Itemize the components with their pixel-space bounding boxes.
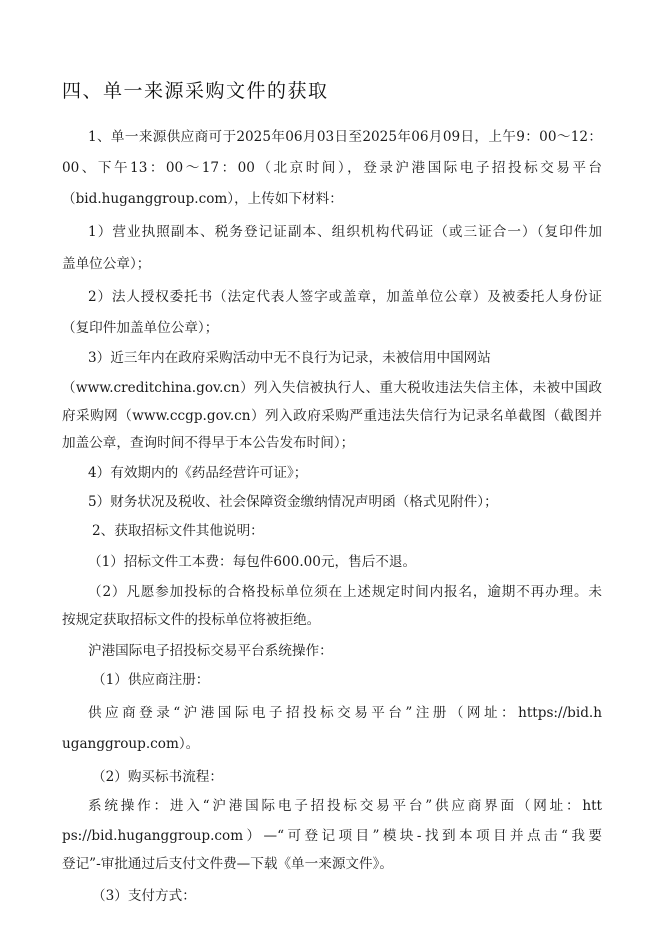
text-line: （1）招标文件工本费：每包件600.00元，售后不退。 (88, 554, 417, 570)
text-line: （bid.huganggroup.com），上传如下材料： (62, 191, 343, 207)
text-line: 2、获取招标文件其他说明： (92, 523, 264, 539)
text-line: 按规定获取招标文件的投标单位将被拒绝。 (62, 612, 321, 628)
text-line: 1）营业执照副本、税务登记证副本、组织机构代码证（或三证合一）（复印件加 (88, 224, 602, 240)
text-line: 供应商登录“沪港国际电子招投标交易平台”注册（网址：https://bid.h (88, 705, 602, 721)
text-line: 4）有效期内的《药品经营许可证》； (88, 465, 308, 481)
text-line: （www.creditchina.gov.cn）列入失信被执行人、重大税收违法失信主体，未被中国政 (62, 380, 602, 396)
text-line: 5）财务状况及税收、社会保障资金缴纳情况声明函（格式见附件）； (88, 494, 498, 510)
text-line: （2）购买标书流程： (92, 769, 223, 785)
text-line: 府采购网（www.ccgp.gov.cn）列入政府采购严重违法失信行为记录名单截图（截图并 (62, 408, 602, 424)
section-title: 四、单一来源采购文件的获取 (62, 80, 329, 102)
text-line: 登记”-审批通过后支付文件费—下载《单一来源文件》。 (62, 856, 393, 872)
text-line: 2）法人授权委托书（法定代表人签字或盖章，加盖单位公章）及被委托人身份证 (88, 289, 602, 305)
text-line: （3）支付方式： (92, 888, 196, 904)
text-line: 系统操作：进入“沪港国际电子招投标交易平台”供应商界面（网址：htt (88, 798, 602, 814)
text-line: 1、单一来源供应商可于2025年06月03日至2025年06月09日，上午9：00～12： (88, 129, 602, 145)
text-line: （复印件加盖单位公章）； (62, 320, 219, 336)
text-line: 3）近三年内在政府采购活动中无不良行为记录，未被信用中国网站 (88, 350, 491, 366)
text-line: （1）供应商注册： (92, 672, 210, 688)
text-line: uganggroup.com）。 (62, 736, 200, 752)
text-line: 沪港国际电子招投标交易平台系统操作： (88, 643, 333, 659)
text-line: 00、下午13：00～17：00（北京时间），登录沪港国际电子招投标交易平台 (62, 160, 602, 176)
text-line: ps://bid.huganggroup.com）—“可登记项目”模块-找到本项目并点击“我要 (62, 828, 602, 844)
text-line: 盖单位公章）； (62, 256, 151, 272)
text-line: （2）凡愿参加投标的合格投标单位须在上述规定时间内报名，逾期不再办理。未 (88, 584, 602, 600)
text-line: 加盖公章，查询时间不得早于本公告发布时间）； (62, 435, 355, 451)
